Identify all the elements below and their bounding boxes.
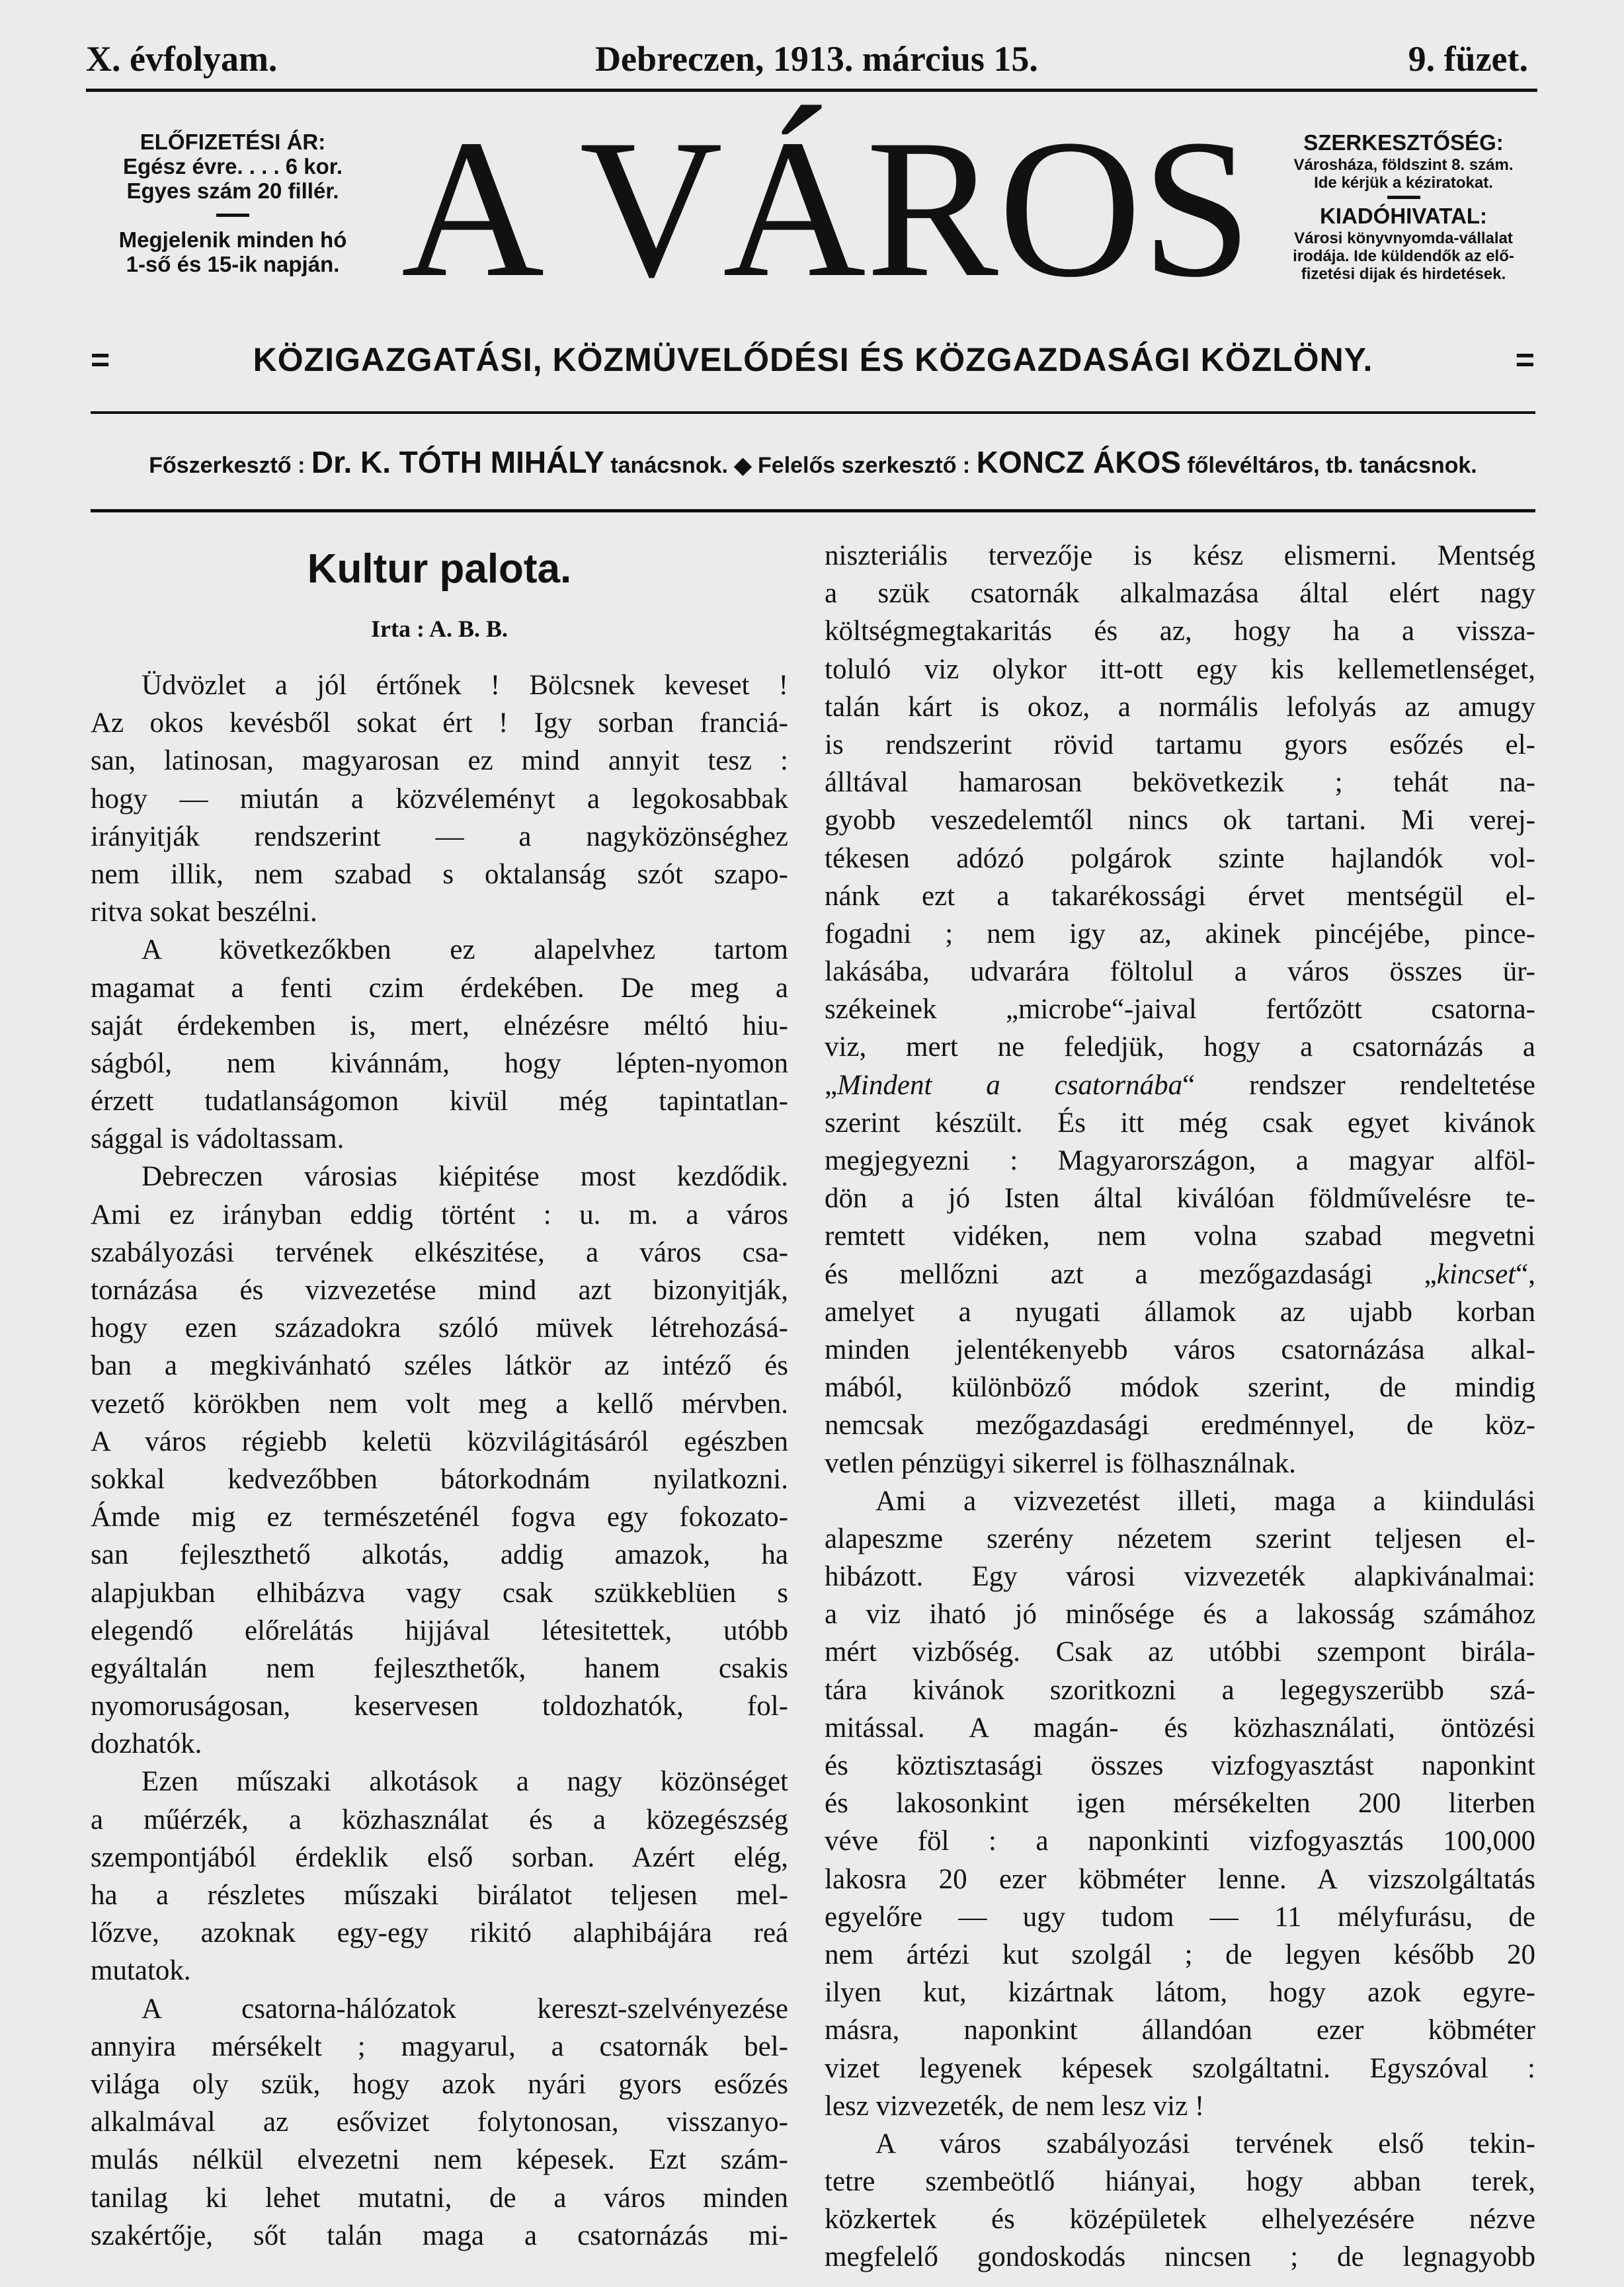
text-line: Ezen műszaki alkotások a nagy közönséget — [142, 1766, 788, 1798]
text-line: niszteriális tervezője is kész elismerni. Mentség — [825, 540, 1535, 571]
text-line — [825, 1066, 1535, 1104]
text-line: költségmegtakaritás és az, hogy ha a vissza- — [825, 616, 1535, 647]
text-line: vezető körökben nem volt meg a kellő mérvben. — [91, 1388, 788, 1420]
text-line: A következőkben ez alapelvhez tartom — [142, 934, 788, 966]
text-line: mitással. A magán- és közhasználati, öntözési — [825, 1712, 1535, 1744]
text-line: másra, naponkint állandóan ezer köbméter — [825, 2015, 1535, 2046]
text-line: is rendszerint rövid tartamu gyors esőzés el- — [825, 729, 1535, 760]
text-segment: és mellőzni azt a mezőgazdasági „ — [825, 1258, 1437, 1290]
text-line: szabályozási tervének elkészitése, a város csa- — [91, 1236, 788, 1268]
text-line: amelyet a nyugati államok az ujabb korban — [825, 1296, 1535, 1328]
text-line: székeinek „microbe“-jaival fertőzött csatorna- — [825, 994, 1535, 1025]
text-line: tanilag ki lehet mutatni, de a város minden — [91, 2182, 788, 2214]
text-line: nyomoruságosan, keservesen toldozhatók, fol- — [91, 1691, 788, 1722]
text-line: saját érdekemben is, mert, elnézésre méltó hiu- — [91, 1010, 788, 1041]
text-line: ilyen kut, kizártnak látom, hogy azok egyre- — [825, 1977, 1535, 2009]
text-line: Ami ez irányban eddig történt : u. m. a város — [91, 1199, 788, 1230]
text-line: Az okos kevésből sokat ért ! Igy sorban franciá- — [91, 707, 788, 739]
text-line: érzett tudatlanságomon kivül még tapintatlan- — [91, 1086, 788, 1117]
text-line: alapjukban elhibázva vagy csak szükkeblüen s — [91, 1577, 788, 1609]
subscription-box — [91, 130, 375, 276]
text-line: mért vizbőség. Csak az utóbbi szempont birála- — [825, 1636, 1535, 1668]
text-line: sággal is vádoltassam. — [91, 1123, 345, 1155]
text-line: mulás nélkül elvezetni nem képesek. Ezt szám- — [91, 2144, 788, 2176]
text-line: A város szabályozási tervének első tekin- — [875, 2128, 1535, 2159]
text-line: szerint készült. És itt még csak egyet kivánok — [825, 1107, 1535, 1139]
text-line: lakosra 20 ezer köbméter lenne. A vizszolgáltatás — [825, 1863, 1535, 1895]
text-line: dön a jó Isten által kiválóan földművelésre te- — [825, 1183, 1535, 1215]
editors-line — [91, 444, 1535, 480]
text-line: hogy — miután a közvéleményt a legokosabbak — [91, 783, 788, 815]
text-line: elegendő előrelátás hijjával létesitettek, utóbb — [91, 1615, 788, 1646]
text-line: gyobb veszedelemtől nincs ok tartani. Mi verej- — [825, 805, 1535, 836]
publisher-heading: KIADÓHIVATAL: — [1320, 204, 1487, 228]
text-line: talán kárt is okoz, a normális lefolyás az amugy — [825, 691, 1535, 723]
article-title: Kultur palota. — [307, 546, 572, 592]
text-line: szakértője, sőt talán maga a csatornázás mi- — [91, 2220, 788, 2251]
article-column-left — [91, 666, 788, 2255]
text-line: megfelelő gondoskodás nincsen ; de legnagyobb — [825, 2241, 1535, 2273]
text-line: ritva sokat beszélni. — [91, 897, 317, 928]
text-line: nem illik, nem szabad s oktalanság szót szapo- — [91, 858, 788, 890]
text-line: közkertek és középületek elhelyezésére nézve — [825, 2204, 1535, 2235]
text-line: Ami a vizvezetést illeti, maga a kiindulási — [875, 1485, 1535, 1517]
text-line: dozhatók. — [91, 1728, 202, 1760]
divider-rule — [91, 509, 1535, 512]
responsible-editor-name: KONCZ ÁKOS — [976, 445, 1181, 479]
text-line: tára kivánok szoritkozni a legegyszerübb szá- — [825, 1674, 1535, 1706]
text-line: A város régiebb keletü közvilágitásáról egészben — [91, 1425, 788, 1457]
responsible-editor-title: főlevéltáros, tb. tanácsnok. — [1187, 453, 1477, 478]
text-line: fogadni ; nem igy az, akinek pincéjébe, pince- — [825, 918, 1535, 949]
publisher-line: Városi könyvnyomda-vállalat — [1294, 229, 1513, 247]
text-line: vetlen pénzügyi sikerrel is fölhasználnak. — [825, 1447, 1296, 1479]
text-line: a szük csatornák alkalmazása által elért nagy — [825, 578, 1535, 610]
text-line: sokkal kedvezőbben bátorkodnám nyilatkozni. — [91, 1463, 788, 1495]
text-segment: “ rendszer rendeltetése — [1182, 1069, 1535, 1101]
editorial-line: Városháza, földszint 8. szám. — [1293, 156, 1514, 174]
text-line: Debreczen városias kiépitése most kezdődik. — [142, 1161, 788, 1193]
emphasis-text: kincset — [1436, 1258, 1516, 1290]
separator: ◆ — [734, 453, 752, 478]
text-line: A csatorna-hálózatok kereszt-szelvényezése — [142, 1993, 788, 2025]
chief-editor-label: Főszerkesztő : — [149, 453, 305, 478]
text-line: egyelőre — ugy tudom — 11 mélyfurásu, de — [825, 1901, 1535, 1933]
header-rule — [86, 89, 1537, 92]
text-line: világa oly szük, hogy azok nyári gyors esőzés — [91, 2068, 788, 2100]
place-date: Debreczen, 1913. március 15. — [595, 39, 1038, 79]
responsible-editor-label: Felelős szerkesztő : — [758, 453, 971, 478]
text-line: tornázása és vizvezetése mind azt bizonyitják, — [91, 1275, 788, 1306]
text-line: megjegyezni : Magyarországon, a magyar alföl- — [825, 1145, 1535, 1176]
text-line: minden jelentékenyebb város csatornázása alkal- — [825, 1334, 1535, 1365]
issue-number: 9. füzet. — [1408, 39, 1528, 79]
text-line: mából, különböző módok szerint, de mindig — [825, 1372, 1535, 1404]
emphasis-text: Mindent a csatornába — [837, 1069, 1183, 1101]
chief-editor-name: Dr. K. TÓTH MIHÁLY — [311, 445, 604, 479]
text-line: és lakosonkint igen mérsékelten 200 literben — [825, 1788, 1535, 1820]
text-line: san, latinosan, magyarosan ez mind annyit tesz : — [91, 745, 788, 777]
schedule-line: 1-ső és 15-ik napján. — [126, 252, 340, 276]
divider — [216, 214, 249, 217]
text-line: toluló viz olykor itt-ott egy kis kellemetlenséget, — [825, 653, 1535, 685]
text-line: remtett vidéken, nem volna szabad megvetni — [825, 1221, 1535, 1252]
ornament: = — [1515, 341, 1535, 378]
text-line: álltával hamarosan bekövetkezik ; tehát na- — [825, 767, 1535, 799]
text-segment: “, — [1516, 1258, 1535, 1290]
text-line: alapeszme szerény nézetem szerint teljesen el- — [825, 1523, 1535, 1554]
chief-editor-title: tanácsnok. — [610, 453, 728, 478]
text-line — [825, 1256, 1535, 1293]
text-line: és köztisztasági összes vizfogyasztást naponkint — [825, 1750, 1535, 1781]
text-line: vizet legyenek képesek szolgáltatni. Egyszóval : — [825, 2052, 1535, 2084]
text-line: Üdvözlet a jól értőnek ! Bölcsnek keveset ! — [142, 670, 788, 701]
text-line: irányitják rendszerint — a nagyközönséghez — [91, 821, 788, 852]
editorial-line: Ide kérjük a kéziratokat. — [1314, 174, 1493, 192]
byline-author: A. B. B. — [428, 616, 508, 642]
article-byline — [91, 615, 788, 643]
text-line: egyáltalán nem fejleszthetők, hanem csakis — [91, 1652, 788, 1684]
text-line: Ámde mig ez természeténél fogva egy fokozato- — [91, 1502, 788, 1533]
text-line: ban a megkivánható széles látkör az intéző és — [91, 1350, 788, 1382]
text-line: mutatok. — [91, 1955, 191, 1987]
text-line: san fejleszthető alkotás, addig amazok, ha — [91, 1539, 788, 1571]
publisher-line: irodája. Ide küldendők az elő- — [1293, 247, 1514, 265]
text-line: ha a részletes műszaki birálatot teljesen mel- — [91, 1880, 788, 1911]
publisher-line: fizetési dijak és hirdetések. — [1301, 265, 1506, 283]
text-line: magamat a fenti czim érdekében. De meg a — [91, 972, 788, 1004]
text-line: nem ártézi kut szolgál ; de legyen később 20 — [825, 1939, 1535, 1970]
text-line: szempontjából érdeklik első sorban. Azért elég, — [91, 1841, 788, 1873]
text-segment: „ — [825, 1069, 838, 1101]
text-line: annyira mérsékelt ; magyarul, a csatornák bel- — [91, 2030, 788, 2062]
text-line: lesz vizvezeték, de nem lesz viz ! — [825, 2090, 1205, 2122]
editorial-heading: SZERKESZTŐSÉG: — [1303, 130, 1504, 155]
text-line: hibázott. Egy városi vizvezeték alapkivánalmai: — [825, 1561, 1535, 1593]
subscription-line: Egyes szám 20 fillér. — [126, 179, 339, 203]
text-line: lakásába, udvarára föltolul a város összes ür- — [825, 956, 1535, 988]
subtitle-text: KÖZIGAZGATÁSI, KÖZMÜVELŐDÉSI ÉS KÖZGAZDASÁGI KÖZLÖNY. — [253, 341, 1373, 378]
byline-label: Irta : — [370, 616, 425, 642]
text-line: tékesen adózó polgárok szinte hajlandók vol- — [825, 842, 1535, 874]
ornament: = — [91, 341, 111, 378]
text-line: lőzve, azoknak egy-egy rikitó alaphibájára reá — [91, 1917, 788, 1949]
text-line: véve föl : a naponkinti vizfogyasztás 100,000 — [825, 1826, 1535, 1857]
text-line: nánk ezt a takarékossági érvet mentségül el- — [825, 880, 1535, 912]
masthead-title: A VÁROS — [401, 99, 1252, 318]
subscription-heading: ELŐFIZETÉSI ÁR: — [140, 130, 326, 154]
text-line: a viz iható jó minősége és a lakosság számához — [825, 1599, 1535, 1630]
article-column-right — [825, 537, 1535, 2276]
text-line: hogy ezen századokra szóló müvek létrehozásá- — [91, 1312, 788, 1344]
volume-number: X. évfolyam. — [86, 39, 278, 79]
text-line: a műérzék, a közhasználat és a közegészség — [91, 1804, 788, 1835]
text-line: nemcsak mezőgazdasági eredménnyel, de köz- — [825, 1410, 1535, 1441]
text-line: alkalmával az esővizet folytonosan, visszanyo- — [91, 2106, 788, 2138]
schedule-line: Megjelenik minden hó — [118, 227, 347, 252]
text-line: viz, mert ne feledjük, hogy a csatornázás a — [825, 1031, 1535, 1063]
subscription-line: Egész évre. . . . 6 kor. — [122, 154, 343, 179]
text-line: ságból, nem kivánnám, hogy lépten-nyomon — [91, 1047, 788, 1079]
masthead-subtitle — [91, 341, 1535, 379]
text-line: tetre szembeötlő hiányai, hogy abban terek, — [825, 2166, 1535, 2198]
office-box — [1273, 130, 1534, 283]
divider — [1387, 196, 1420, 199]
divider-rule — [91, 411, 1535, 414]
